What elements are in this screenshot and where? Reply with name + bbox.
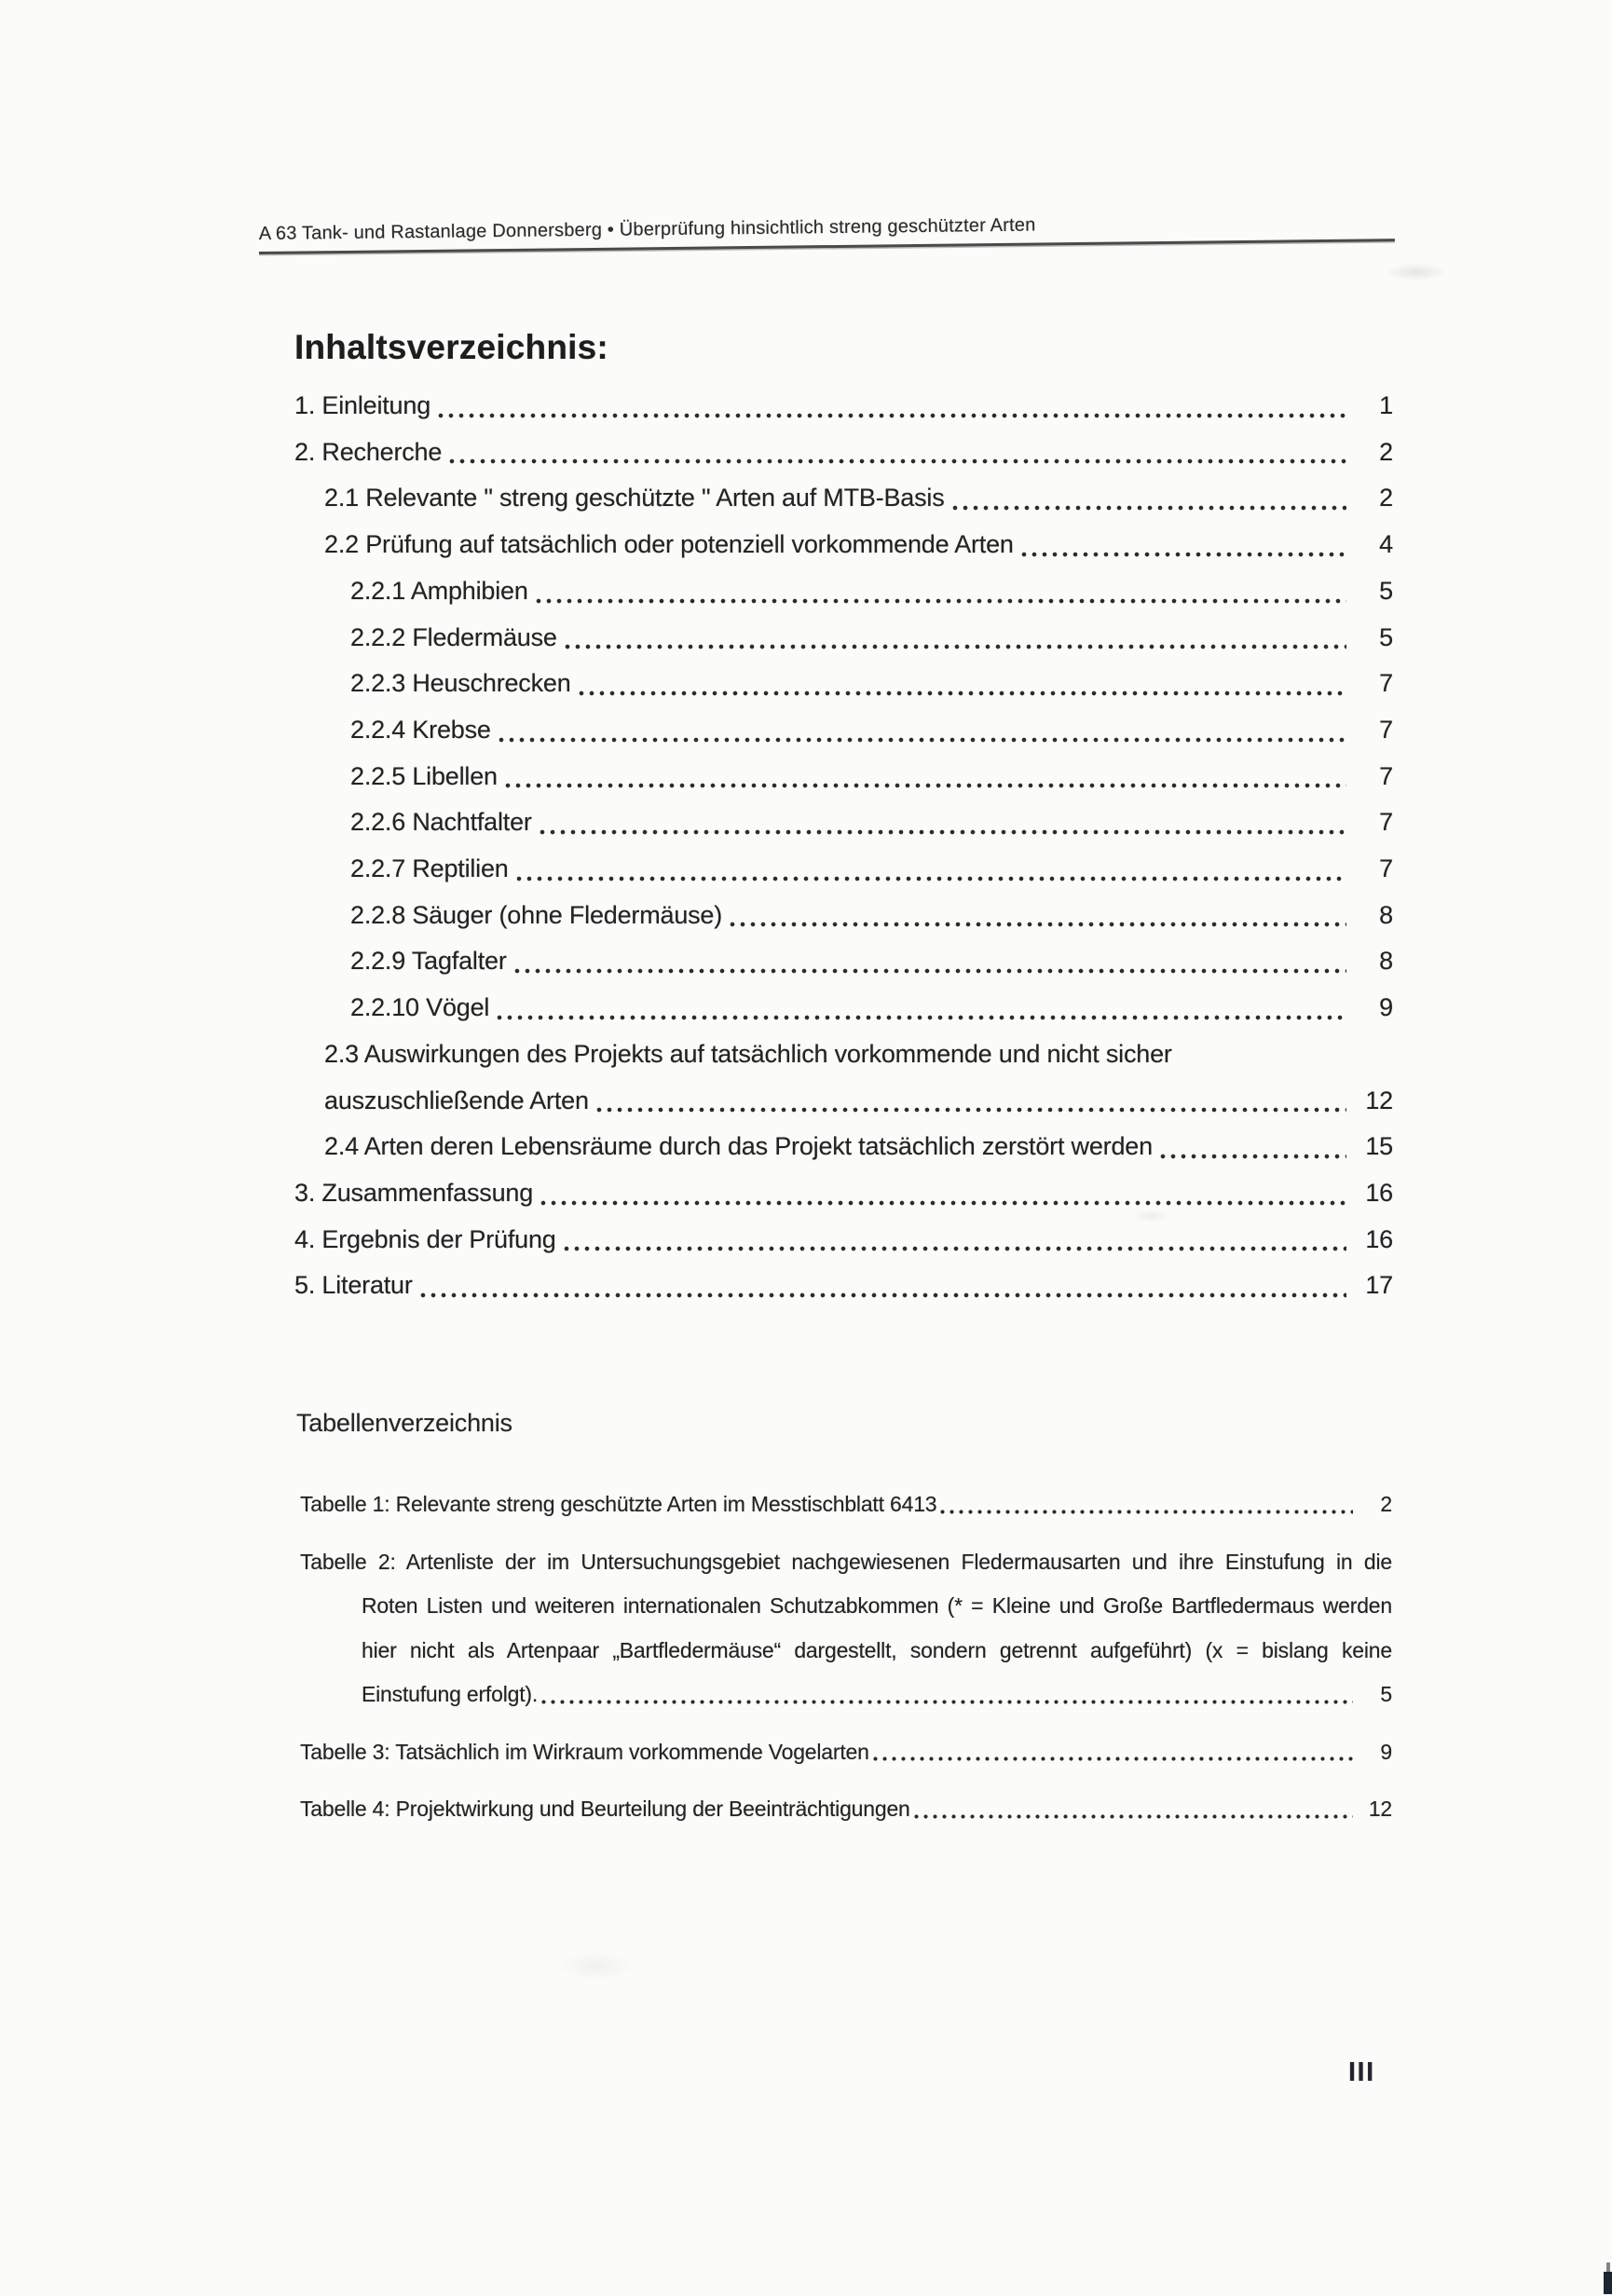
toc-entry <box>294 1263 1393 1309</box>
toc-entry-page: 1 <box>1379 391 1393 419</box>
table-entry-label: Tabelle 3: Tatsächlich im Wirkraum vorkommende Vogelarten <box>300 1739 869 1764</box>
toc-entry <box>294 800 1393 846</box>
toc-entry-label: 2.2.10 Vögel <box>350 993 490 1022</box>
toc-entry-page: 7 <box>1379 715 1393 744</box>
toc-entry-label: 2.2.7 Reptilien <box>350 854 509 883</box>
toc-list <box>294 383 1393 1309</box>
toc-entry <box>294 475 1393 522</box>
toc-entry-page: 7 <box>1379 669 1393 698</box>
dot-leader <box>730 922 1346 927</box>
dot-leader <box>940 1510 1353 1514</box>
toc-entry-page: 7 <box>1379 808 1393 837</box>
toc-entry-page: 8 <box>1379 947 1393 976</box>
toc-entry-page: 12 <box>1365 1086 1393 1114</box>
toc-entry <box>294 893 1393 939</box>
table-entry-page: 12 <box>1368 1797 1392 1821</box>
toc-entry-page: 2 <box>1379 437 1393 466</box>
table-entry-line: Tabelle 2: Artenliste der im Untersuchungsgebiet nachgewiesenen Fledermausarten und ihre Einstufung in die <box>300 1549 1392 1574</box>
dot-leader <box>497 1015 1346 1020</box>
dot-leader <box>1160 1154 1346 1159</box>
toc-entry <box>294 1217 1393 1264</box>
toc-entry-label: 2.2.9 Tagfalter <box>350 947 507 976</box>
running-header-text: A 63 Tank- und Rastanlage Donnersberg • Überprüfung hinsichtlich streng geschützter Arten <box>258 214 1036 245</box>
toc-entry <box>294 707 1393 754</box>
toc-entry-label: 4. Ergebnis der Prüfung <box>294 1224 556 1253</box>
toc-entry <box>294 985 1393 1032</box>
dot-leader <box>449 458 1346 464</box>
toc-entry-label: 2.2.3 Heuschrecken <box>350 669 571 698</box>
toc-entry <box>294 1170 1393 1217</box>
toc-entry-page: 9 <box>1379 993 1393 1022</box>
table-entry <box>300 1730 1392 1775</box>
toc-entry <box>294 568 1393 615</box>
running-header <box>259 211 1395 254</box>
table-entry-line <box>300 1673 1392 1717</box>
dot-leader <box>438 413 1346 418</box>
table-entry-page: 2 <box>1380 1492 1392 1516</box>
toc-entry <box>294 661 1393 707</box>
toc-entry-page: 5 <box>1379 622 1393 651</box>
dot-leader <box>579 690 1346 696</box>
table-entry <box>300 1540 1392 1717</box>
toc-entry <box>294 846 1393 893</box>
page-number: III <box>1348 2057 1375 2087</box>
dot-leader <box>541 1700 1353 1704</box>
table-entry-page: 5 <box>1380 1682 1392 1706</box>
toc-entry <box>294 938 1393 985</box>
toc-title: Inhaltsverzeichnis: <box>294 328 608 366</box>
dot-leader <box>540 829 1346 835</box>
toc-entry-label: 2. Recherche <box>294 437 443 466</box>
dot-leader <box>540 1200 1346 1206</box>
toc-entry-label: auszuschließende Arten <box>324 1086 589 1114</box>
toc-entry-page: 5 <box>1379 576 1393 605</box>
toc-entry-label: 2.2.4 Krebse <box>350 715 491 744</box>
toc-entry-label: 2.2.5 Libellen <box>350 761 498 790</box>
toc-entry-label: 2.3 Auswirkungen des Projekts auf tatsächlich vorkommende und nicht sicher <box>324 1039 1172 1068</box>
toc-entry <box>294 1124 1393 1170</box>
dot-leader <box>1021 552 1346 557</box>
tables-list-title: Tabellenverzeichnis <box>296 1409 512 1437</box>
dot-leader <box>914 1814 1353 1819</box>
toc-entry <box>294 615 1393 662</box>
toc-entry <box>294 754 1393 800</box>
table-entry-label: Tabelle 1: Relevante streng geschützte Arten im Messtischblatt 6413 <box>300 1492 937 1516</box>
toc-entry <box>294 1078 1393 1125</box>
dot-leader <box>420 1292 1346 1298</box>
toc-entry <box>294 430 1393 476</box>
toc-entry-page: 16 <box>1365 1178 1393 1207</box>
table-entry-label: Tabelle 4: Projektwirkung und Beurteilung der Beeinträchtigungen <box>300 1797 910 1821</box>
table-entry-line <box>300 1483 1392 1527</box>
toc-entry <box>294 383 1393 430</box>
toc-entry-label: 3. Zusammenfassung <box>294 1178 534 1207</box>
table-entry <box>300 1483 1392 1527</box>
toc-entry-page: 17 <box>1365 1271 1393 1300</box>
dot-leader <box>565 644 1346 649</box>
scan-artifact <box>1604 2272 1612 2294</box>
dot-leader <box>499 737 1346 743</box>
toc-entry-label: 2.1 Relevante " streng geschützte " Arten auf MTB-Basis <box>324 484 945 512</box>
table-entry <box>300 1787 1392 1832</box>
table-entry-line <box>300 1787 1392 1832</box>
dot-leader <box>536 598 1346 604</box>
toc-entry-label: 2.4 Arten deren Lebensräume durch das Projekt tatsächlich zerstört werden <box>324 1132 1153 1161</box>
dot-leader <box>873 1756 1353 1761</box>
tables-list <box>300 1483 1392 1845</box>
toc-entry-label: 2.2.6 Nachtfalter <box>350 808 532 837</box>
toc-entry-label: 2.2.2 Fledermäuse <box>350 622 557 651</box>
toc-entry <box>294 1032 1393 1078</box>
toc-entry-page: 7 <box>1379 854 1393 883</box>
toc-entry-page: 16 <box>1365 1224 1393 1253</box>
toc-entry-label: 2.2 Prüfung auf tatsächlich oder potenziell vorkommende Arten <box>324 530 1014 559</box>
toc-entry-label: 1. Einleitung <box>294 391 431 419</box>
table-entry-label: Einstufung erfolgt). <box>362 1682 539 1706</box>
toc-entry-page: 8 <box>1379 900 1393 929</box>
dot-leader <box>514 968 1346 974</box>
toc-entry-page: 7 <box>1379 761 1393 790</box>
dot-leader <box>505 783 1346 788</box>
toc-entry-label: 2.2.1 Amphibien <box>350 576 528 605</box>
toc-entry-label: 2.2.8 Säuger (ohne Fledermäuse) <box>350 900 723 929</box>
scan-artifact <box>1606 2262 1610 2272</box>
table-entry-line: hier nicht als Artenpaar „Bartfledermäuse“ dargestellt, sondern getrennt aufgeführt) (x = bislang keine <box>362 1637 1392 1662</box>
dot-leader <box>564 1246 1346 1251</box>
table-entry-page: 9 <box>1380 1739 1392 1764</box>
dot-leader <box>596 1107 1346 1113</box>
toc-entry <box>294 522 1393 568</box>
toc-entry-label: 5. Literatur <box>294 1271 413 1300</box>
dot-leader <box>516 876 1346 882</box>
toc-entry-page: 4 <box>1379 530 1393 559</box>
toc-entry-page: 2 <box>1379 484 1393 512</box>
table-entry-line <box>300 1730 1392 1775</box>
toc-entry-page: 15 <box>1365 1132 1393 1161</box>
dot-leader <box>952 505 1346 511</box>
table-entry-line: Roten Listen und weiteren internationalen Schutzabkommen (* = Kleine und Große Bartfledermaus werden <box>362 1593 1392 1618</box>
